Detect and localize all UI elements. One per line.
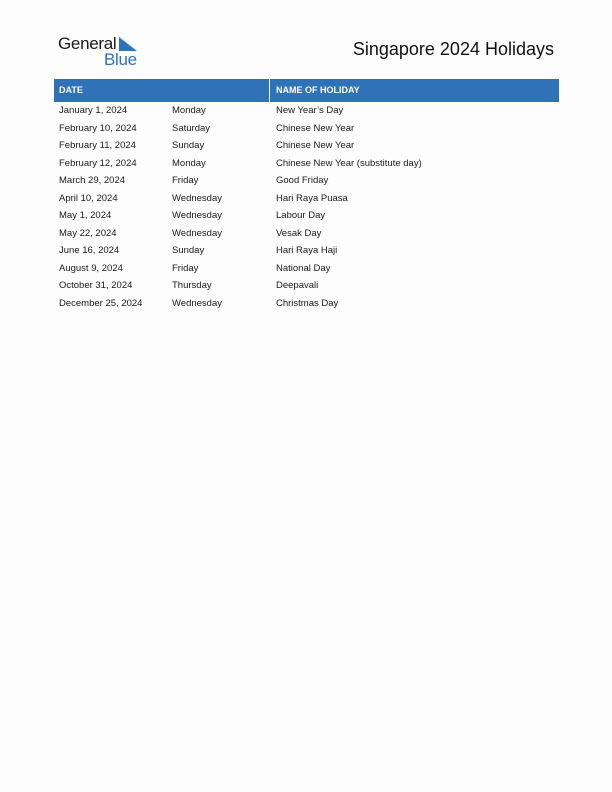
holiday-name: Labour Day	[276, 210, 326, 221]
holiday-table-body	[54, 102, 559, 312]
holiday-weekday: Sunday	[172, 140, 205, 151]
table-row	[54, 260, 559, 278]
table-row	[54, 225, 559, 243]
holiday-weekday: Wednesday	[172, 297, 222, 309]
table-row	[54, 190, 559, 208]
holiday-weekday: Wednesday	[172, 192, 222, 204]
logo-general-text: General	[58, 34, 117, 53]
table-header	[54, 79, 559, 102]
holiday-weekday: Friday	[172, 175, 199, 186]
holiday-date: March 29, 2024	[59, 175, 126, 186]
holiday-date: April 10, 2024	[59, 192, 118, 204]
holiday-weekday: Friday	[172, 262, 199, 274]
logo-triangle-icon	[119, 37, 137, 51]
holiday-date: June 16, 2024	[59, 245, 120, 256]
generalblue-logo	[58, 34, 148, 70]
table-row	[54, 137, 559, 155]
holiday-name: Vesak Day	[276, 227, 322, 239]
holiday-date: February 10, 2024	[59, 122, 137, 134]
holiday-name: Chinese New Year (substitute day)	[276, 157, 422, 169]
column-header-holiday: NAME OF HOLIDAY	[276, 85, 360, 95]
holiday-name: Christmas Day	[276, 297, 339, 309]
holiday-date: February 12, 2024	[59, 157, 137, 169]
table-row	[54, 242, 559, 260]
table-row	[54, 277, 559, 295]
table-row	[54, 207, 559, 225]
column-divider	[269, 79, 270, 102]
column-header-date: DATE	[59, 85, 83, 95]
holiday-weekday: Monday	[172, 105, 206, 116]
holiday-weekday: Thursday	[172, 280, 212, 291]
holiday-weekday: Wednesday	[172, 227, 222, 239]
holiday-weekday: Wednesday	[172, 210, 222, 221]
holiday-date: October 31, 2024	[59, 280, 133, 291]
holiday-date: May 1, 2024	[59, 210, 112, 221]
holiday-weekday: Saturday	[172, 122, 211, 134]
holiday-date: December 25, 2024	[59, 297, 143, 309]
holiday-date: February 11, 2024	[59, 140, 136, 151]
table-row	[54, 172, 559, 190]
table-row	[54, 102, 559, 120]
holiday-date: May 22, 2024	[59, 227, 117, 239]
page-title: Singapore 2024 Holidays	[352, 39, 554, 59]
table-row	[54, 155, 559, 173]
holiday-name: Deepavali	[276, 280, 319, 291]
holiday-weekday: Monday	[172, 157, 206, 169]
holiday-date: August 9, 2024	[59, 262, 123, 274]
holiday-name: Hari Raya Haji	[276, 245, 338, 256]
holiday-name: Chinese New Year	[276, 122, 355, 134]
table-row	[54, 120, 559, 138]
holiday-weekday: Sunday	[172, 245, 205, 256]
holiday-date: January 1, 2024	[59, 105, 128, 116]
holiday-name: Hari Raya Puasa	[276, 192, 348, 204]
table-row	[54, 295, 559, 313]
holiday-name: Chinese New Year	[276, 140, 355, 151]
logo-blue-text: Blue	[104, 50, 137, 69]
holiday-name: National Day	[276, 262, 331, 274]
holiday-name: New Year’s Day	[276, 105, 344, 116]
holiday-name: Good Friday	[276, 175, 329, 186]
